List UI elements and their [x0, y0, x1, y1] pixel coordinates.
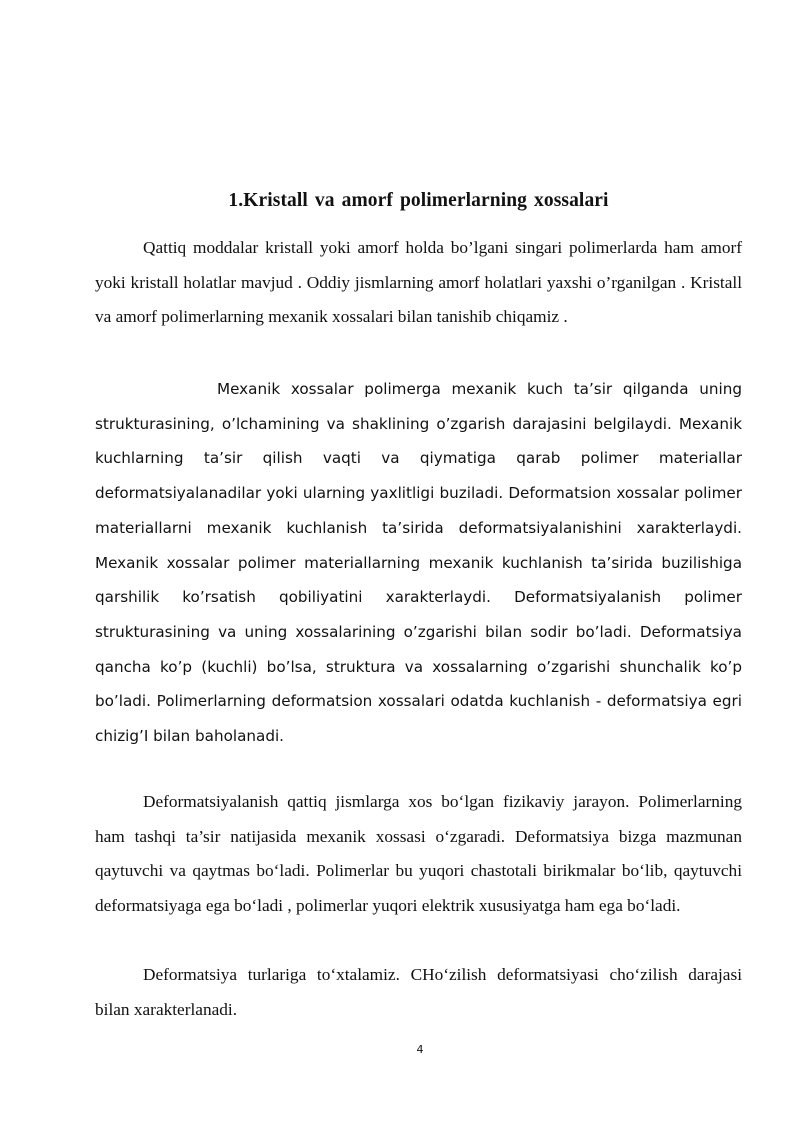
section-title: 1.Kristall va amorf polimerlarning xossalari: [228, 190, 609, 211]
page-number: 4: [416, 1043, 424, 1056]
paragraph-intro: Qattiq moddalar kristall yoki amorf holda bo’lgani singari polimerlarda ham amorf yoki kristall holatlar mavjud . Oddiy jismlarning amorf holatlari yaxshi o’rganilgan . Kristall va amorf polimerlarning mexanik xossalari bilan tanishib chiqamiz .: [95, 238, 742, 327]
paragraph-mechanical-properties: Mexanik xossalar polimerga mexanik kuch ta’sir qilganda uning strukturasining, o’lchamining va shaklining o’zgarish darajasini belgilaydi. Mexanik kuchlarning ta’sir qilish vaqti va qiymatiga qarab polimer materiallar deformatsiyalanadilar yoki ularning yaxlitligi buziladi. Deformatsion xossalar polimer materiallarni mexanik kuchlanish ta’sirida deformatsiyalanishini xarakterlaydi. Mexanik xossalar polimer materiallarning mexanik kuchlanish ta’sirida buzilishiga qarshilik ko’rsatish qobiliyatini xarakterlaydi. Deformatsiyalanish polimer strukturasining va uning xossalarining o’zgarishi bilan sodir bo’ladi. Deformatsiya qancha ko’p (kuchli) bo’lsa, struktura va xossalarning o’zgarishi shunchalik ko’p bo’ladi. Polimerlarning deformatsion xossalari odatda kuchlanish - deformatsiya egri chizig’I bilan baholanadi.: [95, 380, 742, 746]
paragraph-deformation: Deformatsiyalanish qattiq jismlarga xos bo‘lgan fizikaviy jarayon. Polimerlarning ham tashqi ta’sir natijasida mexanik xossasi o‘zgaradi. Deformatsiya bizga mazmunan qaytuvchi va qaytmas bo‘ladi. Polimerlar bu yuqori chastotali birikmalar bo‘lib, qaytuvchi deformatsiyaga ega bo‘ladi , polimerlar yuqori elektrik xususiyatga ham ega bo‘ladi.: [95, 792, 742, 916]
paragraph-deformation-types: Deformatsiya turlariga to‘xtalamiz. CHo‘zilish deformatsiyasi cho‘zilish darajasi bilan xarakterlanadi.: [95, 965, 742, 1019]
